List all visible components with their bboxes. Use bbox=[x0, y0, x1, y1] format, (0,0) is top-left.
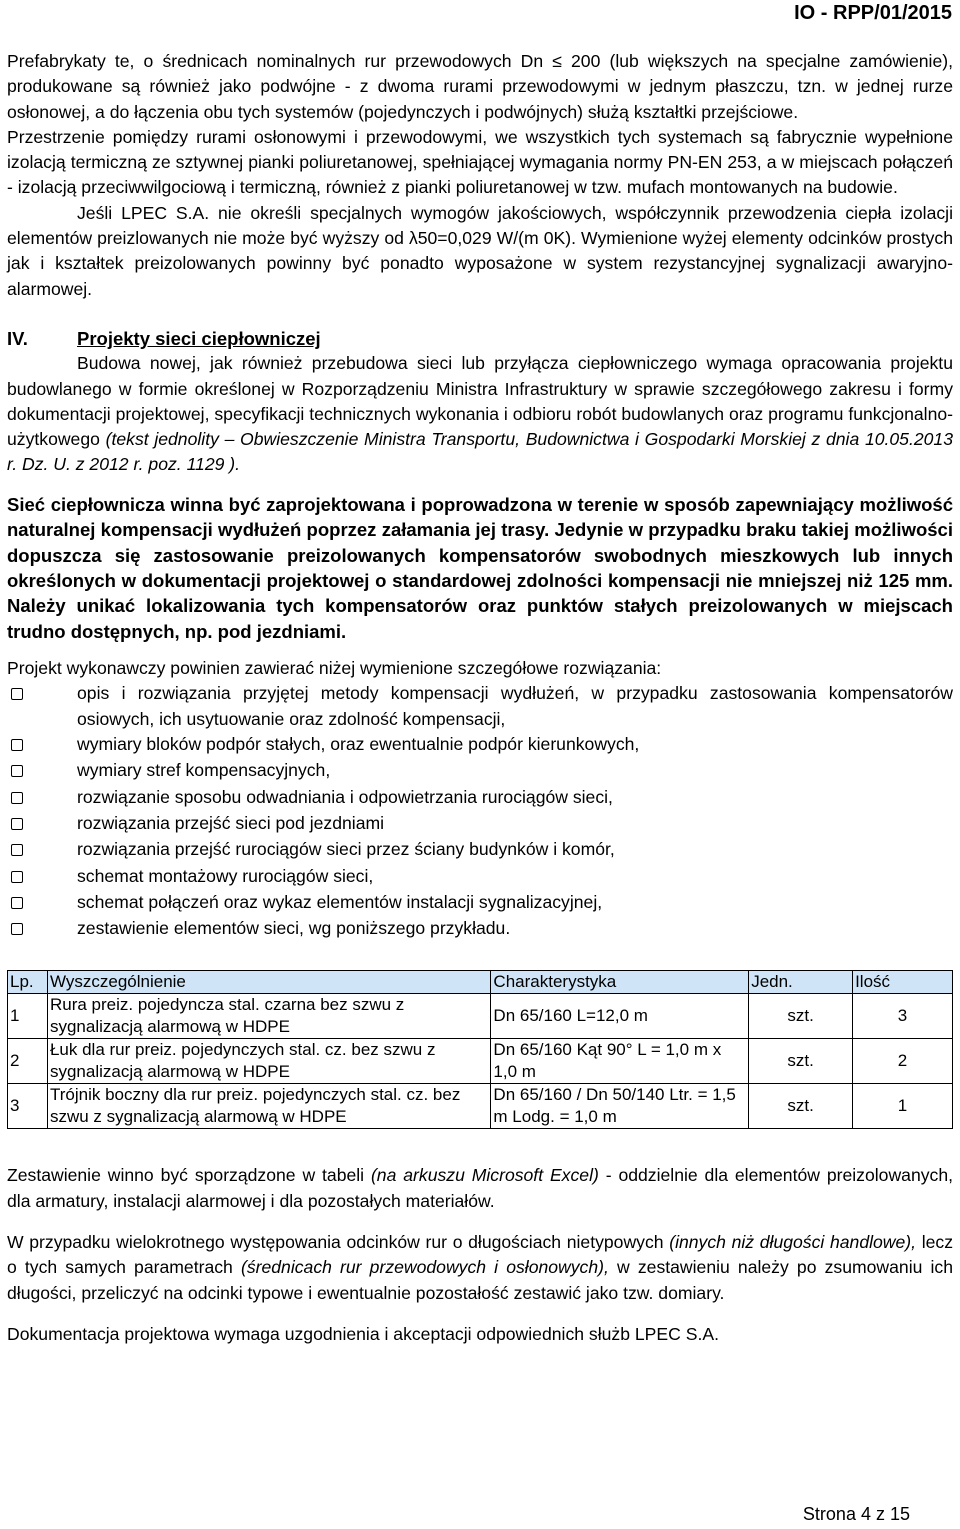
elements-table bbox=[7, 970, 953, 1129]
section-paragraph bbox=[7, 351, 953, 477]
intro-paragraph-2: Przestrzenie pomiędzy rurami osłonowymi i przewodowymi, we wszystkich tych systemach są fabrycznie wypełnione izolacją termiczną ze sztywnej pianki poliuretanowej, spełniającej wymagania normy PN-EN 253, a w miejscach połączeń - izolacją przeciwwilgociową i termiczną, również z pianki poliuretanowej w tzw. mufach montowanych na budowie. bbox=[7, 126, 953, 198]
bold-requirement: Sieć ciepłownicza winna być zaprojektowana i poprowadzona w terenie w sposób zapewniający możliwość naturalnej kompensacji wydłużeń poprzez załamania jej trasy. Jedynie w przypadku braku takiej możliwości dopuszcza się zastosowanie preizolowanych kompensatorów swobodnych mieszkowych lub innych określonych w dokumentacji projektowej o standardowej zdolności kompensacji nie mniejszej niż 125 mm. Należy unikać lokalizowania tych kompensatorów oraz punktów stałych preizolowanych w miejscach trudno dostępnych, np. pod jezdniami. bbox=[7, 493, 953, 642]
checkbox-bullet-icon bbox=[7, 811, 77, 837]
list-item: schemat połączeń oraz wykaz elementów instalacji sygnalizacyjnej, bbox=[7, 890, 953, 916]
page-content bbox=[7, 49, 953, 1347]
section-italic-ref: (tekst jednolity – Obwieszczenie Ministra Transportu, Budownictwa i Gospodarki Morskiej z dnia 10.05.2013 r. Dz. U. z 2012 r. poz. 1129 ). bbox=[7, 429, 953, 475]
list-item: schemat montażowy rurociągów sieci, bbox=[7, 864, 953, 890]
list-item: rozwiązania przejść sieci pod jezdniami bbox=[7, 811, 953, 837]
list-intro: Projekt wykonawczy powinien zawierać niżej wymienione szczegółowe rozwiązania: bbox=[7, 658, 662, 679]
intro-paragraph-1: Prefabrykaty te, o średnicach nominalnych rur przewodowych Dn ≤ 200 (lub większych na specjalne zamówienie), produkowane są również jako podwójne - z dwoma rurami przewodowymi w jednym płaszczu, tzn. w jednej rurze osłonowej, a do łączenia obu tych systemów (pojedynczych i podwójnych) służą kształtki przejściowe. bbox=[7, 51, 953, 122]
table-row: 1 Rura preiz. pojedyncza stal. czarna bez szwu z sygnalizacją alarmową w HDPE Dn 65/160 L=12,0 m szt. 3 bbox=[8, 994, 953, 1039]
table-row: 3 Trójnik boczny dla rur preiz. pojedynczych stal. cz. bez szwu z sygnalizacją alarmową w HDPE Dn 65/160 / Dn 50/140 Ltr. = 1,5 m Lodg. = 1,0 m szt. 1 bbox=[8, 1084, 953, 1129]
checkbox-bullet-icon bbox=[7, 785, 77, 811]
checkbox-bullet-icon bbox=[7, 758, 77, 784]
section-heading bbox=[7, 326, 953, 351]
list-item: rozwiązania przejść rurociągów sieci przez ściany budynków i komór, bbox=[7, 837, 953, 863]
section-text: Budowa nowej, jak również przebudowa sieci lub przyłącza ciepłowniczego wymaga opracowania projektu budowlanego w formie określonej w Rozporządzeniu Ministra Infrastruktury w sprawie szczegółowego zakresu i formy dokumentacji projektowej, specyfikacji technicznych wykonania i odbioru robót budowlanych oraz programu funkcjonalno-użytkowego bbox=[7, 353, 953, 450]
checkbox-bullet-icon bbox=[7, 864, 77, 890]
summary-paragraph-3: Dokumentacja projektowa wymaga uzgodnienia i akceptacji odpowiednich służb LPEC S.A. bbox=[7, 1323, 719, 1344]
col-header: Charakterystyka bbox=[491, 971, 749, 994]
list-item: wymiary stref kompensacyjnych, bbox=[7, 758, 953, 784]
checkbox-bullet-icon bbox=[7, 890, 77, 916]
col-header: Jedn. bbox=[749, 971, 853, 994]
document-code: IO - RPP/01/2015 bbox=[794, 2, 952, 24]
section-number: IV. bbox=[7, 327, 28, 349]
requirements-list bbox=[7, 681, 953, 942]
list-item: zestawienie elementów sieci, wg poniższego przykładu. bbox=[7, 916, 953, 942]
col-header: Wyszczególnienie bbox=[47, 971, 490, 994]
intro-paragraph-3: Jeśli LPEC S.A. nie określi specjalnych wymogów jakościowych, współczynnik przewodzenia ciepła izolacji elementów preizlowanych nie może być wyższy od λ50=0,029 W/(m 0K). Wymienione wyżej elementy odcinków prostych jak i kształtek preizolowanych powinny być ponadto wyposażone w system rezystancyjnej sygnalizacji awaryjno-alarmowej. bbox=[7, 202, 953, 299]
summary-paragraph-2: W przypadku wielokrotnego występowania odcinków rur o długościach nietypowych (innych niż długości handlowe), lecz o tych samych parametrach (średnicach rur przewodowych i osłonowych), w zestawieniu należy po zsumowaniu ich długości, przeliczyć na odcinki typowe i ewentualnie pozostałość zestawić jako tzw. domiary. bbox=[7, 1232, 954, 1303]
list-item: rozwiązanie sposobu odwadniania i odpowietrzania rurociągów sieci, bbox=[7, 785, 953, 811]
list-item: opis i rozwiązania przyjętej metody kompensacji wydłużeń, w przypadku zastosowania kompensatorów osiowych, ich usytuowanie oraz zdolność kompensacji, bbox=[7, 681, 953, 732]
col-header: Lp. bbox=[8, 971, 48, 994]
checkbox-bullet-icon bbox=[7, 681, 77, 732]
table-header-row bbox=[8, 971, 953, 994]
checkbox-bullet-icon bbox=[7, 732, 77, 758]
summary-paragraph-1: Zestawienie winno być sporządzone w tabeli (na arkuszu Microsoft Excel) - oddzielnie dla elementów preizolowanych, dla armatury, instalacji alarmowej i dla pozostałych materiałów. bbox=[7, 1165, 953, 1211]
page-number: Strona 4 z 15 bbox=[802, 1504, 910, 1524]
table-row: 2 Łuk dla rur preiz. pojedynczych stal. cz. bez szwu z sygnalizacją alarmową w HDPE Dn 65/160 Kąt 90° L = 1,0 m x 1,0 m szt. 2 bbox=[8, 1039, 953, 1084]
list-item: wymiary bloków podpór stałych, oraz ewentualnie podpór kierunkowych, bbox=[7, 732, 953, 758]
section-title: Projekty sieci ciepłowniczej bbox=[77, 327, 321, 349]
col-header: Ilość bbox=[853, 971, 953, 994]
checkbox-bullet-icon bbox=[7, 837, 77, 863]
checkbox-bullet-icon bbox=[7, 916, 77, 942]
